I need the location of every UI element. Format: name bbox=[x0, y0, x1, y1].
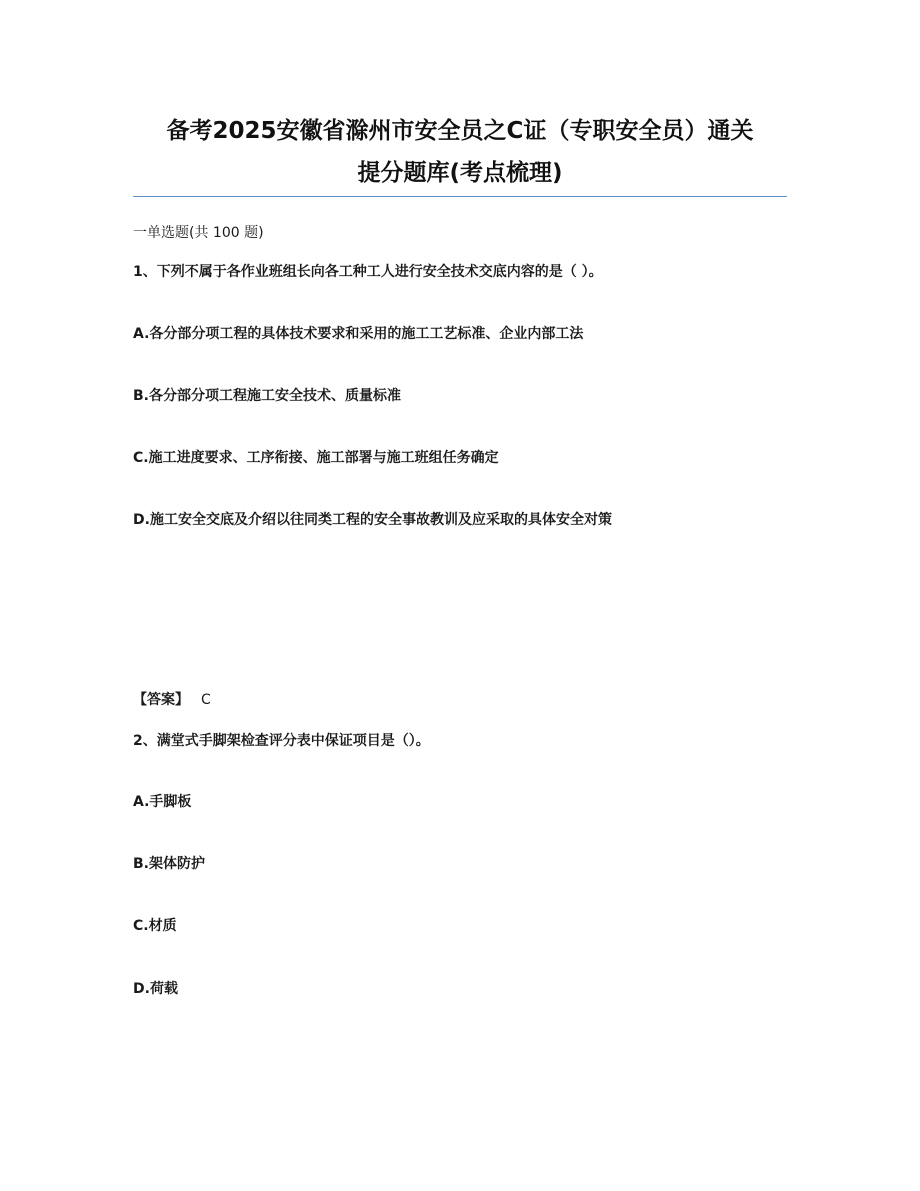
question-2-option-b: B.架体防护 bbox=[133, 856, 205, 872]
document-title-line-2: 提分题库(考点梳理) bbox=[357, 160, 563, 186]
question-2-option-c: C.材质 bbox=[133, 918, 177, 934]
title-divider bbox=[133, 196, 787, 197]
question-1-option-a: A.各分部分项工程的具体技术要求和采用的施工工艺标准、企业内部工法 bbox=[133, 326, 584, 342]
document-title-line-1: 备考2025安徽省滁州市安全员之C证（专职安全员）通关 bbox=[166, 118, 754, 144]
section-label: 一单选题(共 100 题) bbox=[133, 225, 264, 241]
question-1-option-c: C.施工进度要求、工序衔接、施工部署与施工班组任务确定 bbox=[133, 450, 499, 466]
question-1-option-b: B.各分部分项工程施工安全技术、质量标准 bbox=[133, 388, 401, 404]
answer-label: 【答案】 bbox=[133, 692, 189, 708]
answer-value: C bbox=[201, 692, 211, 708]
question-1-answer bbox=[133, 690, 211, 710]
question-2-stem: 2、满堂式手脚架检查评分表中保证项目是（）。 bbox=[133, 733, 430, 749]
question-2-option-d: D.荷载 bbox=[133, 981, 178, 997]
question-1-stem: 1、下列不属于各作业班组长向各工种工人进行安全技术交底内容的是（ ）。 bbox=[133, 264, 603, 280]
question-1-option-d: D.施工安全交底及介绍以往同类工程的安全事故教训及应采取的具体安全对策 bbox=[133, 512, 612, 528]
question-2-option-a: A.手脚板 bbox=[133, 794, 192, 810]
